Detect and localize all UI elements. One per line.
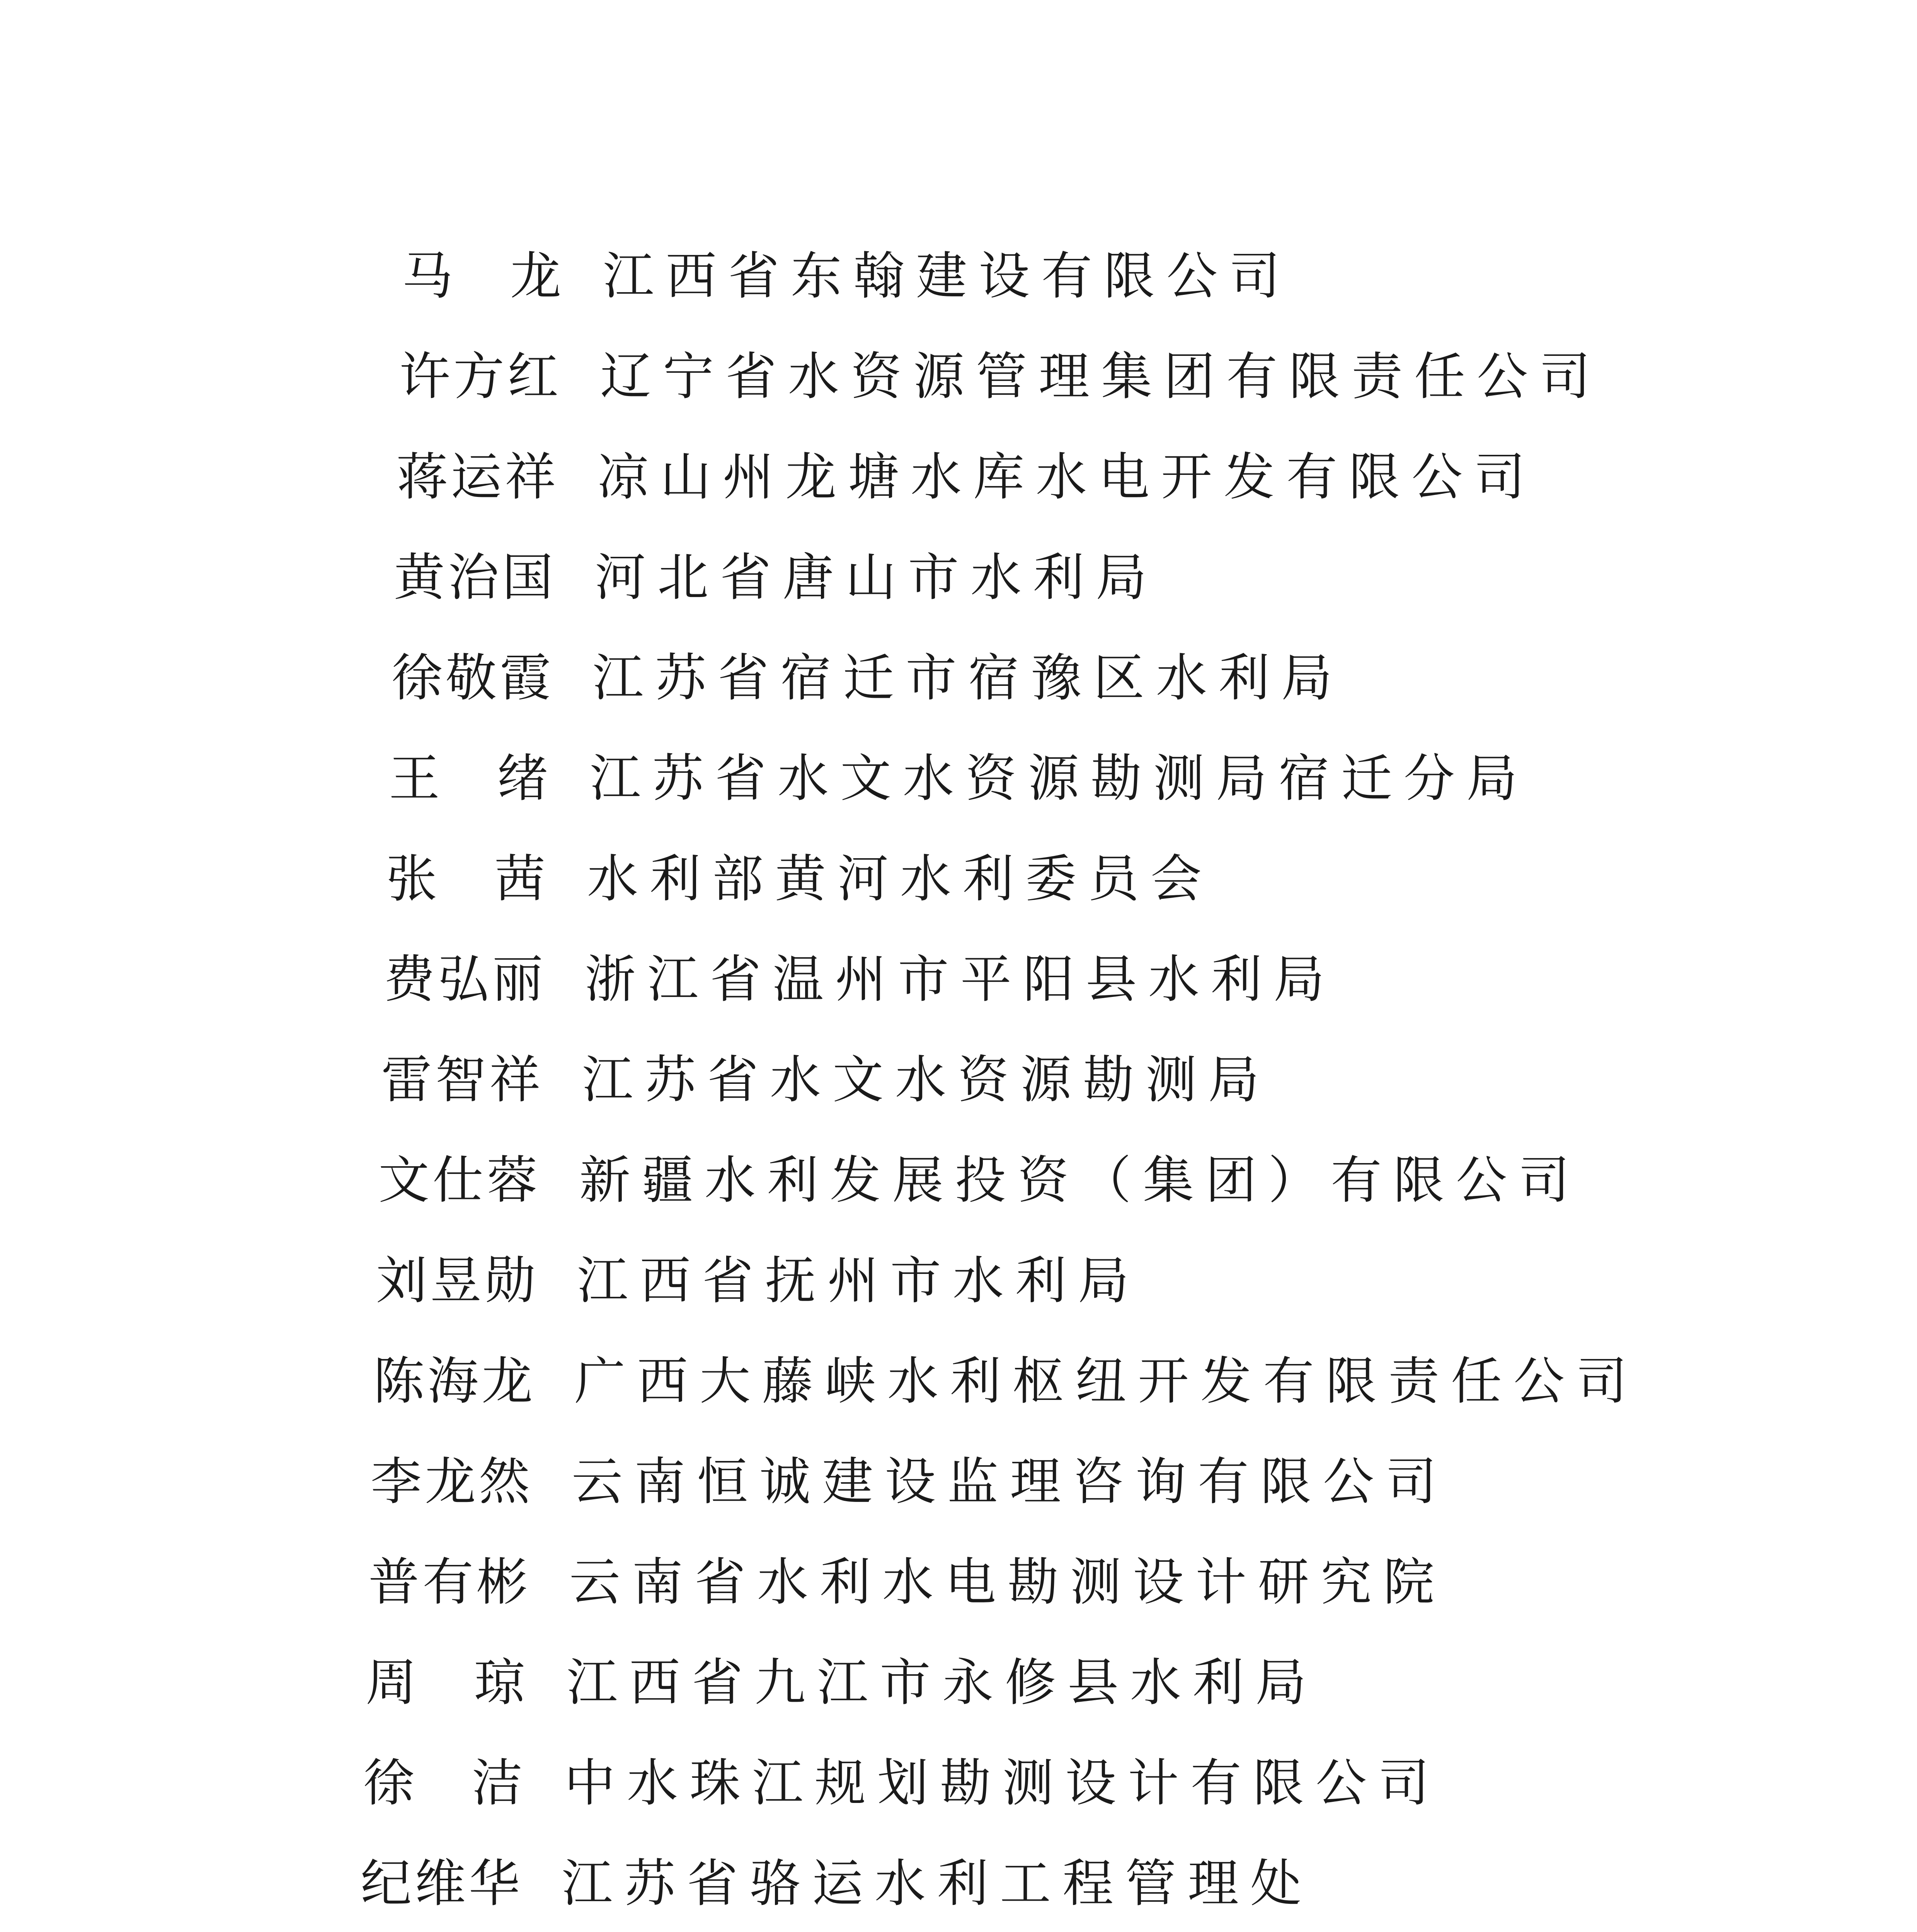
organization: 江苏省宿迁市宿豫区水利局 [592,648,1344,708]
list-item [376,1242,1883,1320]
person-name: 黄治国 [394,548,556,607]
list-item [363,1745,1871,1822]
organization: 水利部黄河水利委员会 [587,849,1213,909]
list-item [394,539,1901,616]
list-item [373,1343,1881,1420]
list-item [368,1544,1876,1621]
list-item [389,740,1896,817]
person-name: 马 龙 [402,247,564,306]
person-name: 普有彬 [368,1553,531,1612]
person-name: 刘昱勋 [376,1251,538,1311]
organization: 广西大藤峡水利枢纽开发有限责任公司 [574,1352,1639,1411]
person-name: 李龙然 [371,1452,533,1512]
organization: 河北省唐山市水利局 [595,548,1158,607]
person-name: 许方红 [399,347,562,406]
organization: 新疆水利发展投资（集团）有限公司 [579,1151,1581,1210]
person-name: 徐 洁 [363,1753,526,1813]
person-name: 陈海龙 [373,1352,536,1411]
list-item [399,338,1907,415]
list-item [378,1142,1886,1219]
organization: 浙江省温州市平阳县水利局 [585,950,1336,1009]
list-item [371,1443,1878,1520]
organization: 江西省东翰建设有限公司 [603,247,1292,306]
person-name: 王 绪 [389,749,551,808]
list-item [386,840,1893,918]
person-name: 张 茜 [386,849,548,909]
person-name: 雷智祥 [381,1050,543,1110]
organization: 云南恒诚建设监理咨询有限公司 [572,1452,1448,1512]
person-name: 纪维华 [361,1854,523,1913]
organization: 江苏省水文水资源勘测局宿迁分局 [590,749,1529,808]
list-item [392,639,1899,717]
list-item [366,1644,1873,1721]
organization: 江西省抚州市水利局 [577,1251,1141,1311]
organization: 凉山州龙塘水库水电开发有限公司 [598,447,1537,507]
list-item [397,439,1904,516]
person-name: 费弘丽 [384,950,546,1009]
person-name: 徐敬霞 [392,648,554,708]
organization: 云南省水利水电勘测设计研究院 [569,1553,1446,1612]
person-name: 周 琼 [366,1653,528,1713]
organization: 中水珠江规划勘测设计有限公司 [564,1753,1441,1813]
person-name: 蒋运祥 [397,447,559,507]
organization: 江苏省骆运水利工程管理处 [562,1854,1313,1913]
list-item [361,1845,1868,1922]
organization: 辽宁省水资源管理集团有限责任公司 [600,347,1602,406]
organization: 江西省九江市永修县水利局 [567,1653,1318,1713]
list-item [402,238,1909,315]
list-item [381,1041,1888,1119]
organization: 江苏省水文水资源勘测局 [582,1050,1271,1110]
person-name: 文仕蓉 [378,1151,541,1210]
list-item [384,941,1891,1018]
